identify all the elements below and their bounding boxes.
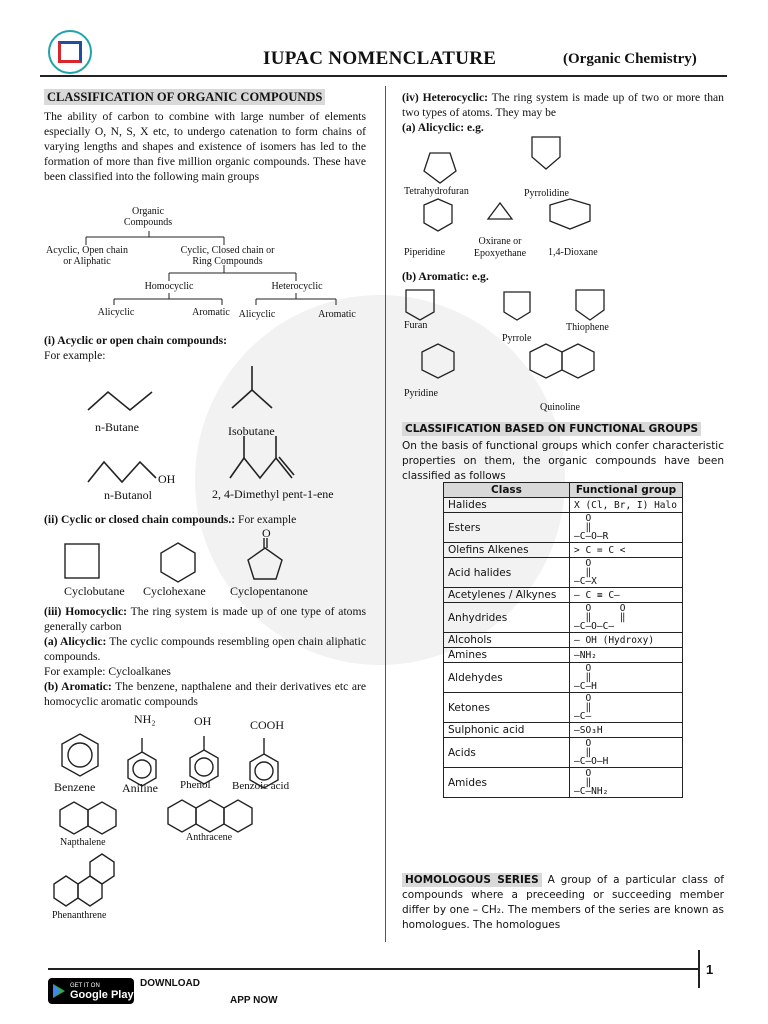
functional-group-cell: — OH (Hydroxy) (570, 633, 683, 648)
functional-group-cell: O ‖ —C—O—R (570, 513, 683, 543)
example-tetrahydrofuran: Tetrahydrofuran (404, 186, 469, 197)
page-title: IUPAC NOMENCLATURE (263, 48, 497, 69)
example-pyrrole: Pyrrole (502, 333, 532, 344)
heterocyclic-section (402, 90, 724, 135)
table-row (444, 663, 683, 693)
intro-paragraph: The ability of carbon to combine with large number of elements especially O, N, S, X etc, to undergo catenation to form chains of varying lengths and shapes and existence of isomers has led to the formation of more than five million organic compounds. These have been classified into the following main groups (44, 110, 366, 183)
homocyclic-text: The ring system is made up of one type of atoms generally carbon (44, 605, 366, 633)
example-phenanthrene: Phenanthrene (52, 910, 107, 921)
class-cell: Anhydrides (444, 603, 570, 633)
header-divider (40, 75, 727, 77)
oh-substituent-label: OH (194, 714, 212, 728)
left-intro (44, 90, 366, 184)
alicyclic-example: For example: Cycloalkanes (44, 665, 171, 678)
example-napthalene: Napthalene (60, 837, 106, 848)
example-benzoic-acid: Benzoic acid (232, 780, 290, 792)
example-n-butanol: n-Butanol (104, 488, 152, 502)
table-row (444, 648, 683, 663)
tree-alicyclic-1: Alicyclic (97, 307, 135, 318)
example-pyrrolidine: Pyrrolidine (524, 188, 569, 199)
table-row (444, 738, 683, 768)
download-label: DOWNLOAD (140, 978, 200, 989)
cyclic-section (44, 512, 366, 527)
play-icon (52, 983, 66, 999)
table-row (444, 543, 683, 558)
badge-top-text: GET IT ON (70, 983, 100, 989)
fg-heading: CLASSIFICATION BASED ON FUNCTIONAL GROUPS (402, 422, 701, 436)
alicyclic-heading: (a) Alicyclic: (44, 635, 107, 648)
functional-group-cell: — C ≡ C— (570, 588, 683, 603)
functional-group-cell: X (Cl, Br, I) Halo (570, 498, 683, 513)
footer-tick (698, 950, 700, 988)
header-class: Class (444, 483, 570, 498)
homocyclic-heading: (iii) Homocyclic: (44, 605, 128, 618)
example-cyclopentanone: Cyclopentanone (230, 584, 308, 598)
tree-homocyclic: Homocyclic (144, 281, 194, 292)
acyclic-heading: (i) Acyclic or open chain compounds: (44, 334, 228, 347)
example-dioxane: 1,4-Dioxane (548, 247, 598, 258)
hetero-alicyclic-heading: (a) Alicyclic: e.g. (402, 121, 484, 134)
fg-section (402, 421, 724, 484)
functional-group-cell: O ‖ —C—NH₂ (570, 768, 683, 798)
class-cell: Amines (444, 648, 570, 663)
footer-divider (48, 968, 700, 970)
example-quinoline: Quinoline (540, 402, 580, 413)
example-cyclohexane: Cyclohexane (143, 584, 206, 598)
app-now-label: APP NOW (230, 995, 278, 1006)
example-cyclobutane: Cyclobutane (64, 584, 125, 598)
table-row (444, 633, 683, 648)
table-row (444, 558, 683, 588)
class-cell: Amides (444, 768, 570, 798)
example-oxirane: Oxirane or Epoxyethane (473, 236, 527, 259)
example-aniline: Aniline (122, 781, 158, 795)
example-n-butane: n-Butane (95, 420, 139, 434)
table-row (444, 588, 683, 603)
table-row (444, 693, 683, 723)
heterocyclic-text: The ring system is made up of two or more than two types of atoms. They may be (402, 91, 724, 119)
homologous-text: A group of a particular class of compounds where a preceeding or succeeding member differ by one – CH₂. The members of the series are known as homologues. The homologues (402, 874, 724, 931)
aromatic-heading: (b) Aromatic: (44, 680, 112, 693)
example-thiophene: Thiophene (566, 322, 609, 333)
functional-group-cell: > C = C < (570, 543, 683, 558)
brand-logo (48, 30, 92, 74)
google-play-badge[interactable] (48, 978, 134, 1004)
oh-label: OH (158, 472, 176, 486)
homologous-section (402, 873, 724, 933)
class-cell: Aldehydes (444, 663, 570, 693)
aromatic-structures (44, 722, 314, 922)
functional-group-cell: O O ‖ ‖ —C—O—C— (570, 603, 683, 633)
example-phenol: Phenol (180, 779, 211, 791)
homologous-heading: HOMOLOGOUS SERIES (402, 873, 542, 887)
cooh-label: COOH (250, 718, 285, 732)
class-cell: Ketones (444, 693, 570, 723)
aromatic-text: The benzene, napthalene and their derivatives etc are homocyclic aromatic compounds (44, 680, 366, 708)
cyclic-sub: For example (235, 513, 297, 526)
class-cell: Alcohols (444, 633, 570, 648)
functional-group-cell: —SO₃H (570, 723, 683, 738)
cyclic-structures (60, 526, 350, 584)
alicyclic-text: The cyclic compounds resembling open chain aliphatic compounds. (44, 635, 366, 663)
example-isobutane: Isobutane (228, 424, 275, 438)
tree-aromatic-1: Aromatic (192, 307, 230, 318)
table-row (444, 768, 683, 798)
example-pyridine: Pyridine (404, 388, 438, 399)
example-furan: Furan (404, 320, 428, 331)
functional-group-cell: —NH₂ (570, 648, 683, 663)
heterocyclic-heading: (iv) Heterocyclic: (402, 91, 489, 104)
tree-acyclic: Acyclic, Open chain or Aliphatic (46, 245, 128, 267)
table-row (444, 513, 683, 543)
class-cell: Sulphonic acid (444, 723, 570, 738)
page-number: 1 (706, 962, 714, 977)
class-cell: Acids (444, 738, 570, 768)
tree-cyclic: Cyclic, Closed chain or Ring Compounds (180, 245, 275, 267)
table-row (444, 723, 683, 738)
hetero-aromatic-heading: (b) Aromatic: e.g. (402, 270, 489, 283)
class-cell: Acid halides (444, 558, 570, 588)
class-cell: Olefins Alkenes (444, 543, 570, 558)
example-dimethylpentene: 2, 4-Dimethyl pent-1-ene (212, 487, 334, 501)
tree-heterocyclic: Heterocyclic (271, 281, 323, 292)
example-benzene: Benzene (54, 780, 96, 794)
class-cell: Halides (444, 498, 570, 513)
table-row (444, 498, 683, 513)
example-piperidine: Piperidine (404, 247, 446, 258)
badge-store-name: Google Play (70, 989, 134, 1001)
functional-group-table (443, 482, 683, 798)
homocyclic-section (44, 604, 366, 709)
cyclic-heading: (ii) Cyclic or closed chain compounds.: (44, 513, 236, 526)
table-row (444, 603, 683, 633)
functional-group-cell: O ‖ —C—H (570, 663, 683, 693)
o-label: O (262, 526, 271, 540)
acyclic-section (44, 333, 366, 363)
page-subtitle: (Organic Chemistry) (563, 51, 697, 67)
functional-group-cell: O ‖ —C— (570, 693, 683, 723)
example-anthracene: Anthracene (186, 832, 233, 843)
table-header-row (444, 483, 683, 498)
class-cell: Acetylenes / Alkynes (444, 588, 570, 603)
fg-intro: On the basis of functional groups which confer characteristic properties on them, the organic compounds have been classified as follows (402, 440, 724, 482)
nh2-label: NH₂ (134, 712, 156, 726)
header-functional-group: Functional group (570, 483, 683, 498)
tree-root: Organic Compounds (123, 206, 173, 228)
column-divider (385, 86, 386, 942)
class-cell: Esters (444, 513, 570, 543)
functional-group-cell: O ‖ —C—O—H (570, 738, 683, 768)
acyclic-sub: For example: (44, 349, 106, 362)
tree-alicyclic-2: Alicyclic (238, 309, 276, 320)
section-heading-classification: CLASSIFICATION OF ORGANIC COMPOUNDS (44, 89, 325, 105)
tree-aromatic-2: Aromatic (318, 309, 356, 320)
functional-group-cell: O ‖ —C—X (570, 558, 683, 588)
